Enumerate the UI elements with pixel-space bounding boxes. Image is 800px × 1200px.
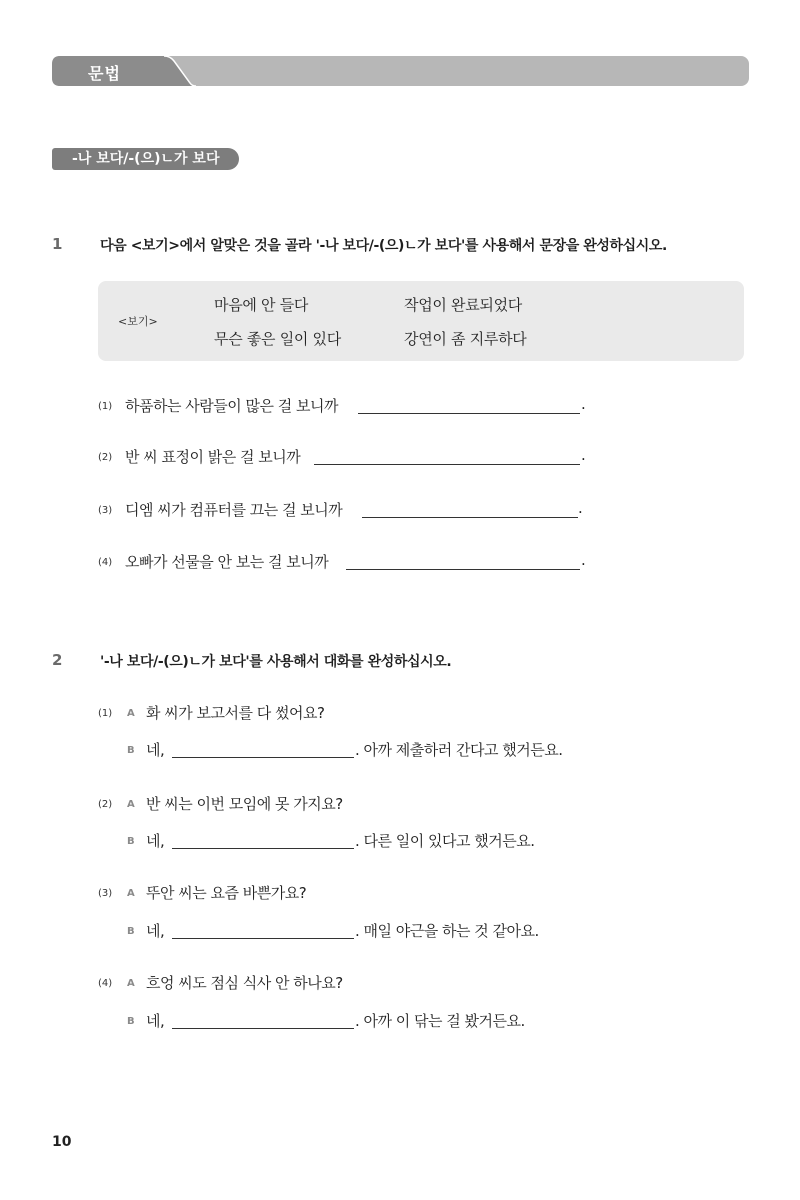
question-1-instruction: 다음 <보기>에서 알맞은 것을 골라 '-나 보다/-(으)ㄴ가 보다'를 사용해서 문장을 완성하십시오. [100, 238, 667, 254]
speaker-a-line: 화 씨가 보고서를 다 썼어요? [146, 704, 325, 722]
section-header-tab [52, 56, 196, 86]
speaker-b-start: 네, [146, 832, 165, 850]
answer-blank[interactable] [314, 464, 580, 465]
speaker-b-end: . 매일 야근을 하는 것 같아요. [355, 922, 539, 940]
example-item: 작업이 완료되었다 [404, 296, 522, 314]
item-number: (4) [98, 557, 113, 568]
example-item: 강연이 좀 지루하다 [404, 330, 527, 348]
speaker-b-end: . 아까 이 닦는 걸 봤거든요. [355, 1012, 525, 1030]
item-prompt: 오빠가 선물을 안 보는 걸 보니까 [125, 553, 329, 571]
speaker-a-line: 반 씨는 이번 모임에 못 가지요? [146, 795, 343, 813]
question-2-instruction: '-나 보다/-(으)ㄴ가 보다'를 사용해서 대화를 완성하십시오. [100, 654, 452, 670]
speaker-a-label: A [127, 799, 135, 810]
example-item: 마음에 안 들다 [214, 296, 309, 314]
speaker-b-label: B [127, 1016, 135, 1027]
speaker-a-line: 뚜안 씨는 요즘 바쁜가요? [146, 884, 307, 902]
answer-blank[interactable] [358, 413, 580, 414]
speaker-a-label: A [127, 708, 135, 719]
grammar-point-label: -나 보다/-(으)ㄴ가 보다 [52, 148, 239, 170]
speaker-b-start: 네, [146, 741, 165, 759]
answer-blank[interactable] [362, 517, 578, 518]
speaker-a-label: A [127, 888, 135, 899]
example-item: 무슨 좋은 일이 있다 [214, 330, 341, 348]
speaker-a-label: A [127, 978, 135, 989]
item-period: . [581, 395, 586, 413]
item-number: (3) [98, 505, 113, 516]
speaker-b-end: . 다른 일이 있다고 했거든요. [355, 832, 535, 850]
page-number: 10 [52, 1134, 72, 1150]
item-number: (2) [98, 452, 113, 463]
item-prompt: 디엠 씨가 컴퓨터를 끄는 걸 보니까 [125, 501, 343, 519]
speaker-b-start: 네, [146, 1012, 165, 1030]
item-number: (1) [98, 401, 113, 412]
item-number: (1) [98, 708, 113, 719]
example-label: <보기> [118, 315, 158, 328]
answer-blank[interactable] [172, 1028, 354, 1029]
answer-blank[interactable] [172, 848, 354, 849]
item-number: (3) [98, 888, 113, 899]
item-number: (4) [98, 978, 113, 989]
item-prompt: 하품하는 사람들이 많은 걸 보니까 [125, 397, 338, 415]
section-title: 문법 [88, 64, 121, 83]
item-period: . [581, 446, 586, 464]
item-prompt: 반 씨 표정이 밝은 걸 보니까 [125, 448, 301, 466]
speaker-b-label: B [127, 836, 135, 847]
speaker-b-end: . 아까 제출하러 간다고 했거든요. [355, 741, 563, 759]
item-number: (2) [98, 799, 113, 810]
question-2-number: 2 [52, 651, 63, 669]
answer-blank[interactable] [346, 569, 580, 570]
answer-blank[interactable] [172, 938, 354, 939]
answer-blank[interactable] [172, 757, 354, 758]
question-1-number: 1 [52, 235, 63, 253]
speaker-b-start: 네, [146, 922, 165, 940]
speaker-b-label: B [127, 745, 135, 756]
item-period: . [581, 551, 586, 569]
example-box [98, 281, 744, 361]
item-period: . [578, 499, 583, 517]
speaker-b-label: B [127, 926, 135, 937]
speaker-a-line: 흐엉 씨도 점심 식사 안 하나요? [146, 974, 343, 992]
